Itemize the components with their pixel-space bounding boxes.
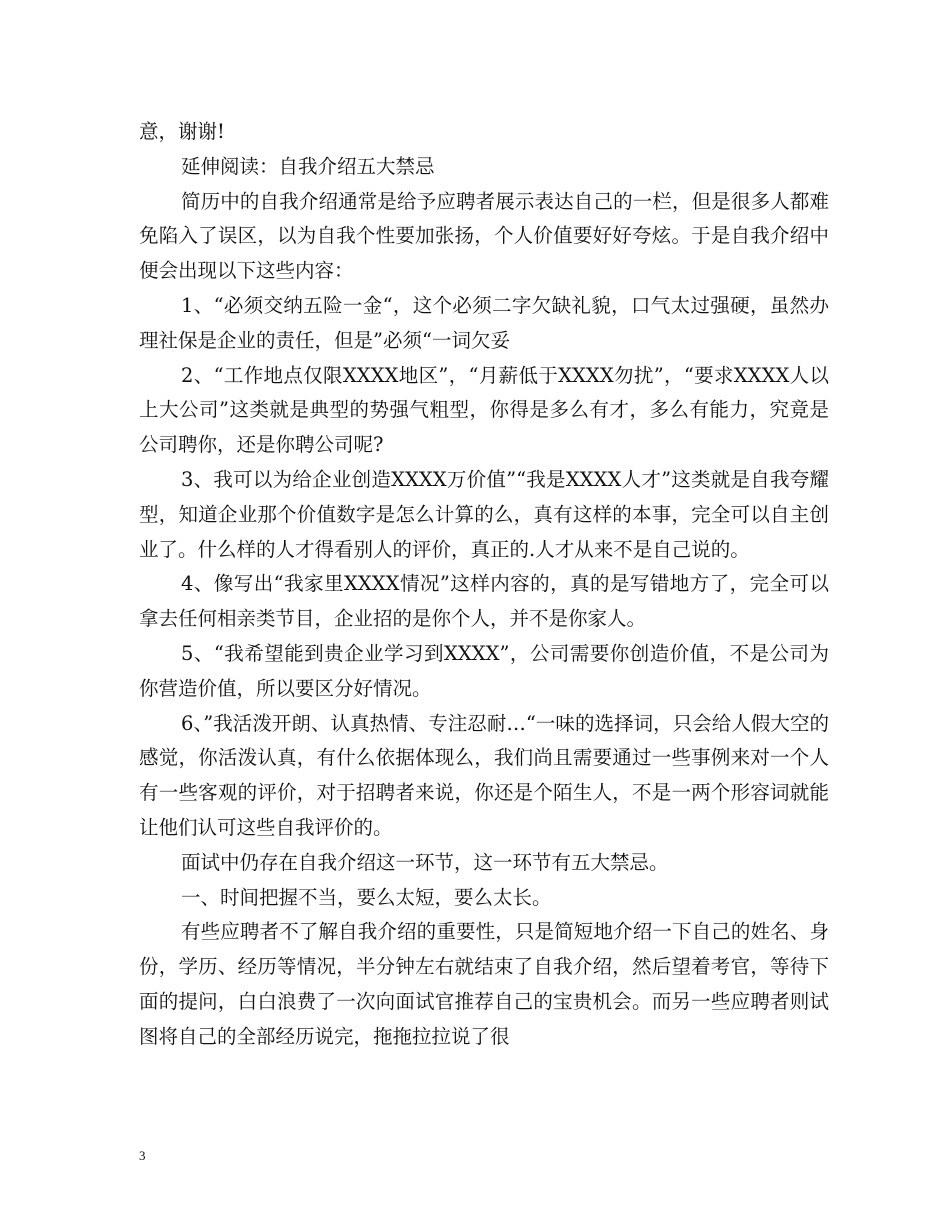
list-item: 4、像写出“我家里XXXX情况”这样内容的，真的是写错地方了，完全可以拿去任何相亲类节目，企业招的是你个人，并不是你家人。 [139, 572, 829, 631]
list-item: 6、”我活泼开朗、认真热情、专注忍耐…“一味的选择词，只会给人假大空的感觉，你活泼认真，有什么依据体现么，我们尚且需要通过一些事例来对一个人有一些客观的评价，对于招聘者来说，你还是个陌生人，不是一两个形容词就能让他们认可这些自我评价的。 [139, 711, 829, 839]
list-item: 1、“必须交纳五险一金“，这个必须二字欠缺礼貌，口气太过强硬，虽然办理社保是企业的责任，但是”必须“一词欠妥 [139, 293, 829, 352]
page-number: 3 [139, 1148, 146, 1163]
paragraph: 意，谢谢! [139, 120, 225, 143]
section-heading: 一、时间把握不当，要么太短，要么太长。 [181, 885, 552, 909]
document-body [139, 115, 829, 1055]
paragraph: 简历中的自我介绍通常是给予应聘者展示表达自己的一栏，但是很多人都难免陷入了误区，以为自我个性要加张扬，个人价值要好好夸炫。于是自我介绍中便会出现以下这些内容： [139, 189, 829, 283]
paragraph: 面试中仍存在自我介绍这一环节，这一环节有五大禁忌。 [181, 850, 669, 874]
paragraph: 有些应聘者不了解自我介绍的重要性，只是简短地介绍一下自己的姓名、身份，学历、经历等情况，半分钟左右就结束了自我介绍，然后望着考官，等待下面的提问，白白浪费了一次向面试官推荐自己的宝贵机会。而另一些应聘者则试图将自己的全部经历说完，拖拖拉拉说了很 [139, 920, 829, 1048]
list-item: 2、“工作地点仅限XXXX地区”，“月薪低于XXXX勿扰”，“要求XXXX人以上大公司”这类就是典型的势强气粗型，你得是多么有才，多么有能力，究竟是公司聘你，还是你聘公司呢? [139, 363, 829, 457]
list-item: 3、我可以为给企业创造XXXX万价值”“我是XXXX人才”这类就是自我夸耀型，知道企业那个价值数字是怎么计算的么，真有这样的本事，完全可以自主创业了。什么样的人才得看别人的评价，真正的.人才从来不是自己说的。 [139, 467, 829, 561]
section-heading: 延伸阅读：自我介绍五大禁忌 [181, 154, 435, 178]
list-item: 5、“我希望能到贵企业学习到XXXX”，公司需要你创造价值，不是公司为你营造价值，所以要区分好情况。 [139, 641, 829, 700]
